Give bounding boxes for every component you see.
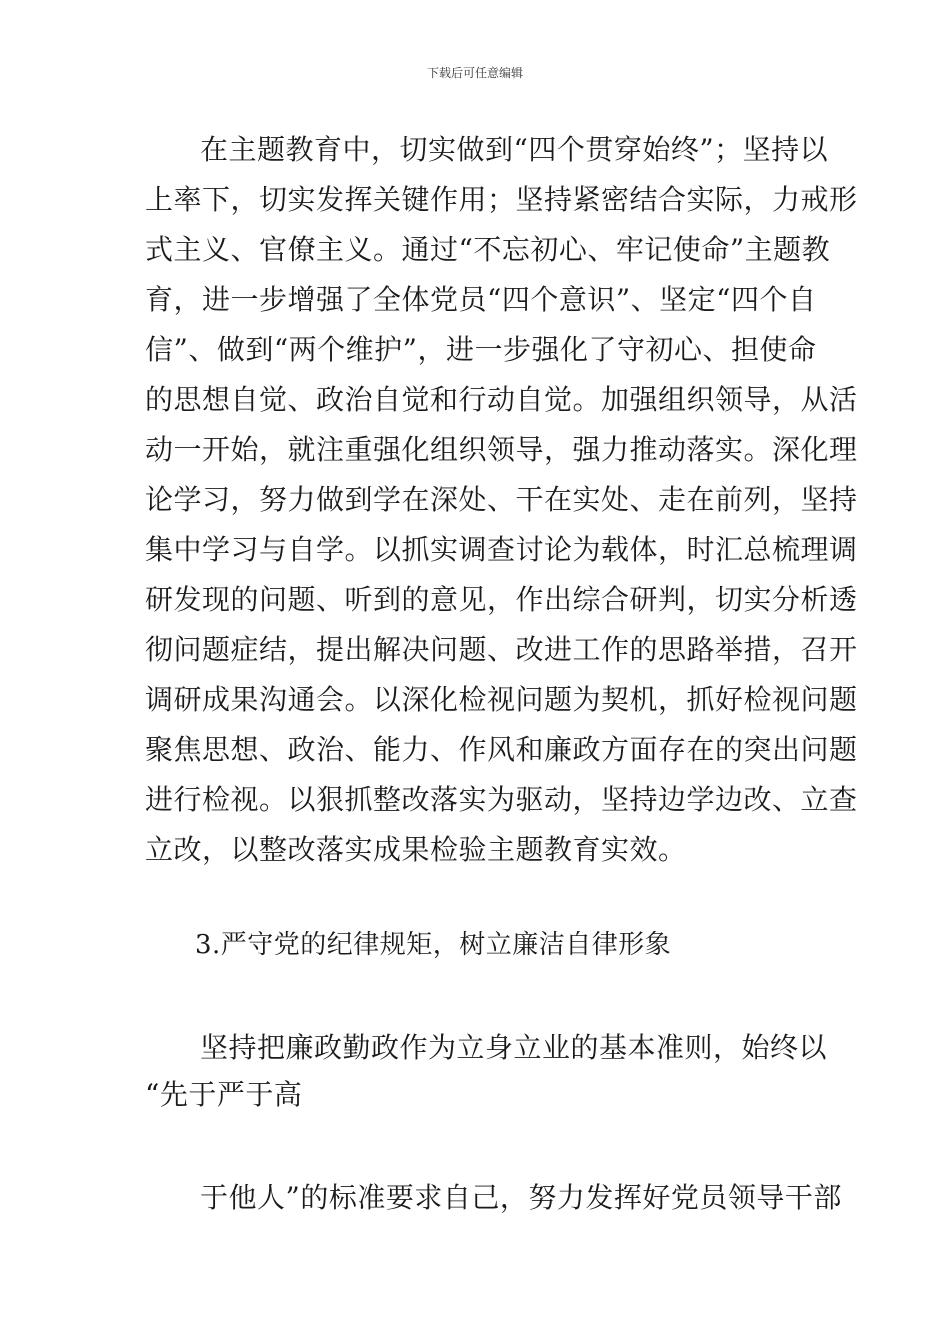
- paragraph-line: “先于严于高: [145, 1078, 303, 1111]
- paragraph-line: 式主义、官僚主义。通过“不忘初心、牢记使命”主题教: [145, 233, 831, 266]
- paragraph-line: 彻问题症结，提出解决问题、改进工作的思路举措，召开: [145, 633, 858, 666]
- paragraph-line: 研发现的问题、听到的意见，作出综合研判，切实分析透: [145, 583, 858, 616]
- paragraph-line: 育，进一步增强了全体党员“四个意识”、坚定“四个自: [145, 283, 817, 316]
- page-header-note: 下载后可任意编辑: [426, 66, 523, 80]
- paragraph-line: 立改，以整改落实成果检验主题教育实效。: [145, 833, 687, 866]
- paragraph-line: 论学习，努力做到学在深处、干在实处、走在前列，坚持: [145, 483, 858, 516]
- section-heading: 3.严守党的纪律规矩，树立廉洁自律形象: [195, 930, 672, 960]
- paragraph-line: 集中学习与自学。以抓实调查讨论为载体，时汇总梳理调: [145, 533, 858, 566]
- paragraph-line: 聚焦思想、政治、能力、作风和廉政方面存在的突出问题: [145, 733, 858, 766]
- paragraph-line: 在主题教育中，切实做到“四个贯穿始终”；坚持以: [200, 133, 829, 166]
- paragraph-line: 信”、做到“两个维护”，进一步强化了守初心、担使命: [145, 333, 817, 366]
- paragraph-line: 上率下，切实发挥关键作用；坚持紧密结合实际，力戒形: [145, 183, 858, 216]
- paragraph-line: 进行检视。以狠抓整改落实为驱动，坚持边学边改、立查: [145, 783, 858, 816]
- paragraph-line: 于他人”的标准要求自己，努力发挥好党员领导干部: [200, 1181, 842, 1214]
- paragraph-line: 动一开始，就注重强化组织领导，强力推动落实。深化理: [145, 433, 858, 466]
- paragraph-line: 调研成果沟通会。以深化检视问题为契机，抓好检视问题: [145, 683, 858, 716]
- paragraph-line: 坚持把廉政勤政作为立身立业的基本准则，始终以: [200, 1031, 828, 1064]
- paragraph-line: 的思想自觉、政治自觉和行动自觉。加强组织领导，从活: [145, 383, 858, 416]
